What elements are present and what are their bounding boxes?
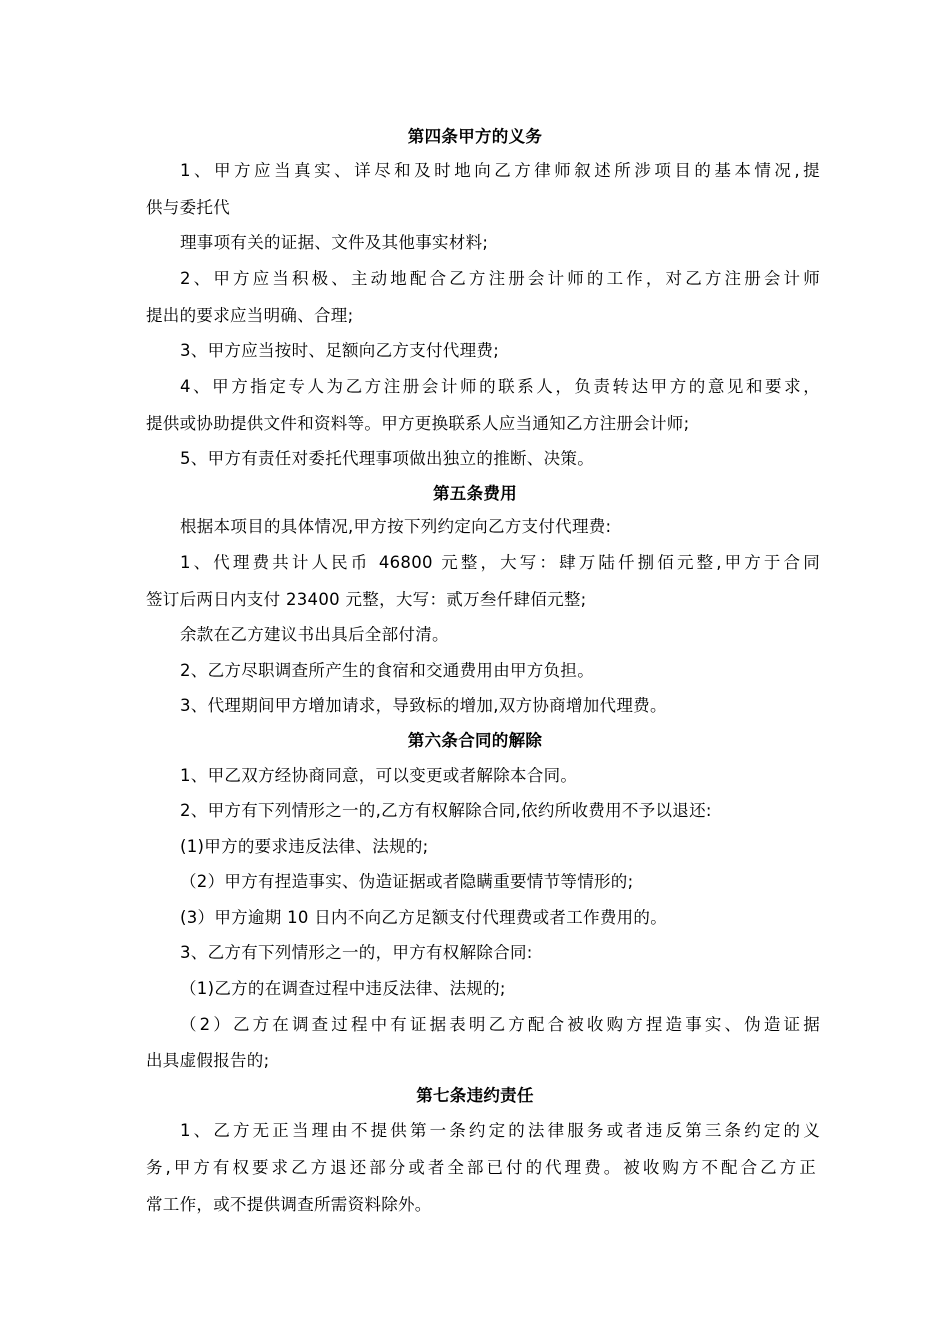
section-4-paragraph-1b: 理事项有关的证据、文件及其他事实材料; bbox=[180, 233, 489, 252]
section-4-paragraph-3: 3、甲方应当按时、足额向乙方支付代理费; bbox=[180, 341, 500, 360]
section-4-heading: 第四条甲方的义务 bbox=[407, 127, 543, 146]
section-4-paragraph-1-line-1: 1、甲方应当真实、详尽和及时地向乙方律师叙述所涉项目的基本情况,提 bbox=[180, 161, 820, 180]
section-5-paragraph-1b: 余款在乙方建议书出具后全部付清。 bbox=[180, 625, 449, 644]
section-7-paragraph-1-line-1: 1、乙方无正当理由不提供第一条约定的法律服务或者违反第三条约定的义 bbox=[180, 1121, 820, 1140]
section-5-heading: 第五条费用 bbox=[433, 484, 517, 503]
section-4-paragraph-5: 5、甲方有责任对委托代理事项做出独立的推断、决策。 bbox=[180, 449, 594, 468]
section-4-paragraph-1-line-2: 供与委托代 bbox=[146, 198, 230, 217]
section-6-paragraph-3-item-1: （1)乙方的在调查过程中违反法律、法规的; bbox=[180, 979, 506, 998]
section-6-paragraph-2-item-2: （2）甲方有捏造事实、伪造证据或者隐瞒重要情节等情形的; bbox=[180, 872, 634, 891]
section-5-paragraph-3: 3、代理期间甲方增加请求，导致标的增加,双方协商增加代理费。 bbox=[180, 696, 667, 715]
section-5-intro: 根据本项目的具体情况,甲方按下列约定向乙方支付代理费: bbox=[180, 517, 612, 536]
section-6-heading: 第六条合同的解除 bbox=[407, 731, 543, 750]
section-5-paragraph-2: 2、乙方尽职调查所产生的食宿和交通费用由甲方负担。 bbox=[180, 661, 594, 680]
section-7-paragraph-1-line-3: 常工作，或不提供调查所需资料除外。 bbox=[146, 1195, 432, 1214]
section-7-paragraph-1-line-2: 务,甲方有权要求乙方退还部分或者全部已付的代理费。被收购方不配合乙方正 bbox=[146, 1158, 816, 1177]
section-6-paragraph-2-item-3: (3）甲方逾期 10 日内不向乙方足额支付代理费或者工作费用的。 bbox=[180, 908, 668, 927]
section-4-paragraph-2-line-2: 提出的要求应当明确、合理; bbox=[146, 306, 354, 325]
section-6-paragraph-2-item-1: (1)甲方的要求违反法律、法规的; bbox=[180, 837, 429, 856]
section-6-paragraph-1: 1、甲乙双方经协商同意，可以变更或者解除本合同。 bbox=[180, 766, 578, 785]
section-4-paragraph-4-line-2: 提供或协助提供文件和资料等。甲方更换联系人应当通知乙方注册会计师; bbox=[146, 414, 690, 433]
section-6-paragraph-3-item-2-line-2: 出具虚假报告的; bbox=[146, 1051, 270, 1070]
section-6-paragraph-3: 3、乙方有下列情形之一的，甲方有权解除合同: bbox=[180, 943, 533, 962]
section-4-paragraph-2-line-1: 2、甲方应当积极、主动地配合乙方注册会计师的工作，对乙方注册会计师 bbox=[180, 269, 820, 288]
section-5-paragraph-1-line-2: 签订后两日内支付 23400 元整，大写：贰万叁仟肆佰元整; bbox=[146, 590, 587, 609]
section-4-paragraph-4-line-1: 4、甲方指定专人为乙方注册会计师的联系人，负责转达甲方的意见和要求， bbox=[180, 377, 820, 396]
section-6-paragraph-3-item-2-line-1: （2）乙方在调查过程中有证据表明乙方配合被收购方捏造事实、伪造证据 bbox=[180, 1015, 820, 1034]
section-6-paragraph-2: 2、甲方有下列情形之一的,乙方有权解除合同,依约所收费用不予以退还: bbox=[180, 801, 712, 820]
section-5-paragraph-1-line-1: 1、代理费共计人民币 46800 元整，大写：肆万陆仟捌佰元整,甲方于合同 bbox=[180, 553, 820, 572]
section-7-heading: 第七条违约责任 bbox=[416, 1086, 534, 1105]
